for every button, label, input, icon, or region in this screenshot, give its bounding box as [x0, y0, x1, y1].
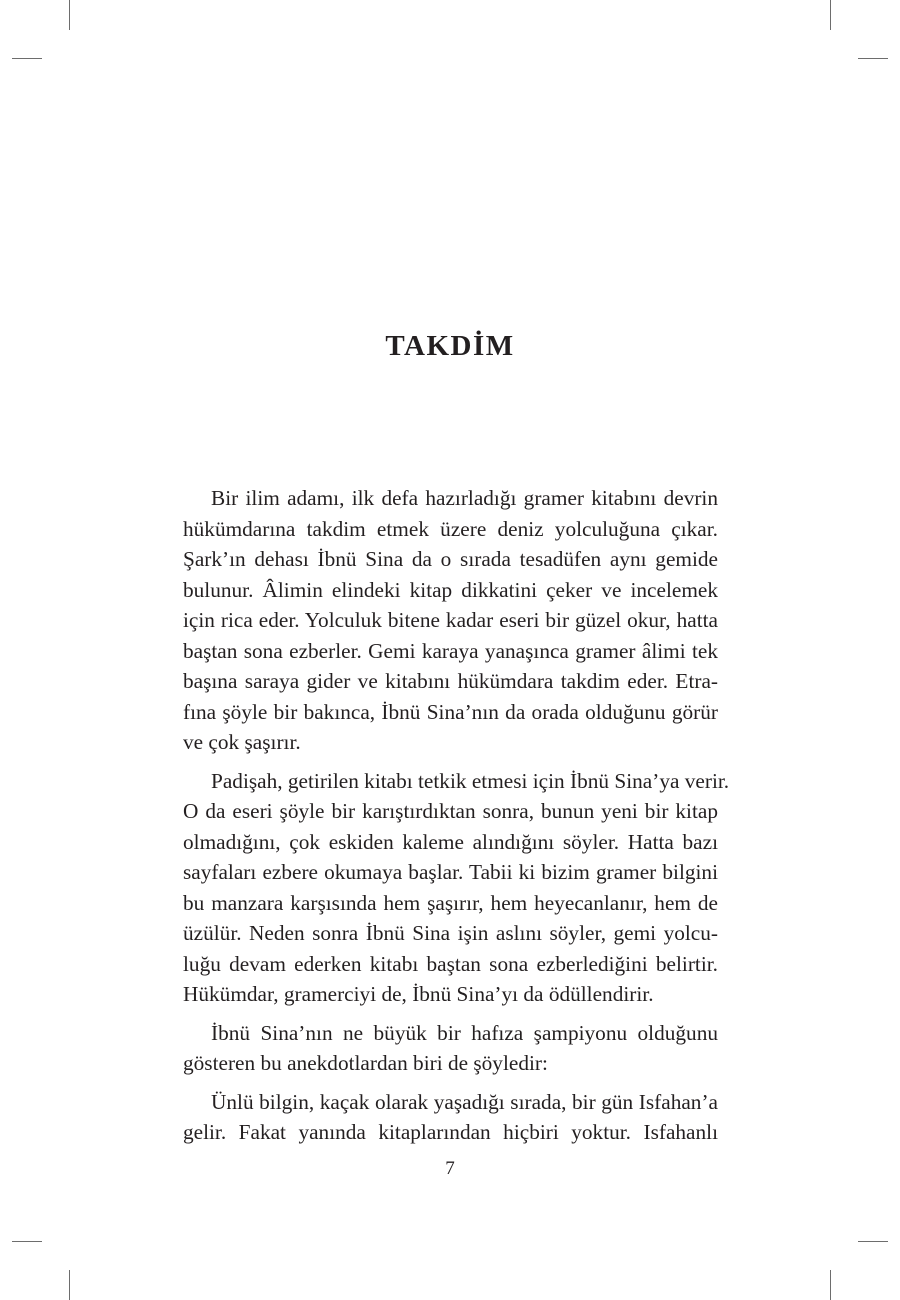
crop-mark-right-bottom: [858, 1241, 888, 1242]
paragraph-2: [183, 766, 730, 1010]
text-line: gelir. Fakat yanında kitaplarından hiçbiri yoktur. Isfahanlı: [183, 1120, 718, 1144]
text-line: Bir ilim adamı, ilk defa hazırladığı gramer kitabını devrin: [211, 486, 718, 510]
chapter-title: TAKDİM: [385, 330, 515, 362]
text-line: Şark’ın dehası İbnü Sina da o sırada tesadüfen aynı gemide: [183, 547, 718, 571]
crop-mark-left-bottom: [12, 1241, 42, 1242]
crop-mark-right-top: [858, 58, 888, 59]
page-number: 7: [445, 1158, 455, 1179]
crop-mark-top-right: [830, 0, 831, 30]
text-line: olmadığını, çok eskiden kaleme alındığını söyler. Hatta bazı: [183, 829, 718, 854]
text-line: baştan sona ezberler. Gemi karaya yanaşınca gramer âlimi tek: [183, 638, 718, 663]
text-line: Hükümdar, gramerciyi de, İbnü Sina’yı da ödüllendirir.: [183, 982, 654, 1006]
crop-mark-top-left: [69, 0, 70, 30]
paragraph-3: [183, 1018, 718, 1079]
text-line: bu manzara karşısında hem şaşırır, hem heyecanlanır, hem de: [183, 890, 718, 915]
text-line: fına şöyle bir bakınca, İbnü Sina’nın da orada olduğunu görür: [183, 699, 718, 724]
text-line: gösteren bu anekdotlardan biri de şöyledir:: [183, 1051, 548, 1075]
paragraph-4: [183, 1087, 718, 1148]
text-line: O da eseri şöyle bir karıştırdıktan sonra, bunun yeni bir kitap: [183, 799, 718, 823]
text-line: ve çok şaşırır.: [183, 730, 301, 754]
text-line: İbnü Sina’nın ne büyük bir hafıza şampiyonu olduğunu: [211, 1020, 718, 1045]
text-line: bulunur. Âlimin elindeki kitap dikkatini çeker ve incelemek: [183, 577, 718, 602]
text-line: hükümdarına takdim etmek üzere deniz yolculuğuna çıkar.: [183, 516, 718, 541]
text-line: luğu devam ederken kitabı baştan sona ezberlediğini belirtir.: [183, 951, 718, 976]
text-line: sayfaları ezbere okumaya başlar. Tabii ki bizim gramer bilgini: [183, 860, 718, 884]
crop-mark-bottom-left: [69, 1270, 70, 1300]
text-line: için rica eder. Yolculuk bitene kadar eseri bir güzel okur, hatta: [183, 608, 718, 632]
text-line: başına saraya gider ve kitabını hükümdara takdim eder. Etra-: [183, 669, 718, 693]
text-line: Padişah, getirilen kitabı tetkik etmesi için İbnü Sina’ya verir.: [211, 768, 730, 793]
crop-mark-bottom-right: [830, 1270, 831, 1300]
text-line: Ünlü bilgin, kaçak olarak yaşadığı sırada, bir gün Isfahan’a: [211, 1089, 718, 1114]
text-line: üzülür. Neden sonra İbnü Sina işin aslını söyler, gemi yolcu-: [183, 921, 718, 945]
body-text: [183, 483, 730, 1156]
crop-mark-left-top: [12, 58, 42, 59]
paragraph-1: [183, 483, 718, 758]
